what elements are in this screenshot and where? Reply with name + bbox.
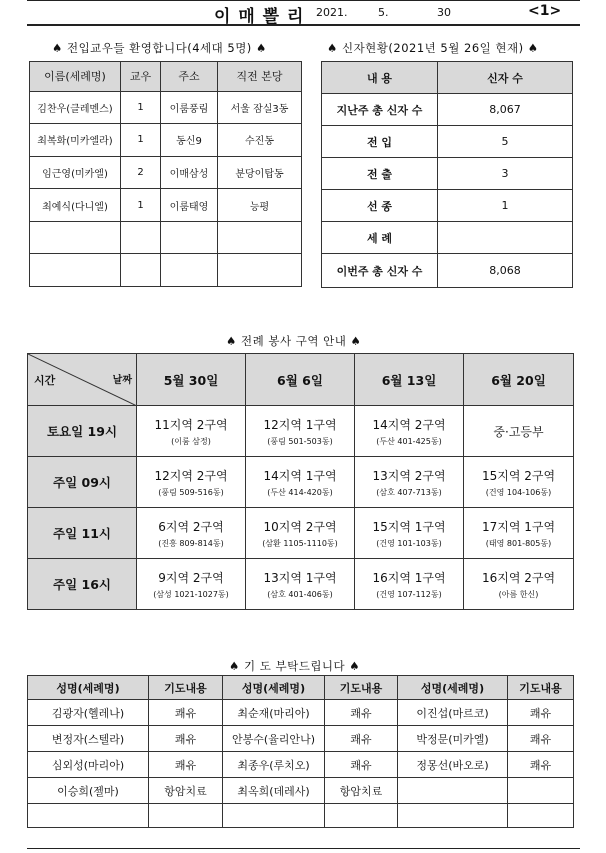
- prayer-col-name-1: 성명(세례명): [28, 676, 149, 700]
- stats-table: [321, 61, 573, 288]
- issue-year: 2021.: [316, 6, 348, 19]
- table-row: 전 입 5: [322, 126, 573, 158]
- table-row: 주일 16시 9지역 2구역 (삼성 1021-1027동) 13지역 1구역 (삼호 401-406동) 16지역 1구역 (건영 107-112동) 16지역 2구역 (아름 한신): [28, 559, 574, 610]
- prayer-col-name-2: 성명(세례명): [223, 676, 325, 700]
- prayer-col-content-3: 기도내용: [508, 676, 574, 700]
- table-row: 변정자(스텔라) 쾌유 안봉수(율리안나) 쾌유 박정문(미카엘) 쾌유: [28, 726, 574, 752]
- table-row: 지난주 총 신자 수 8,067: [322, 94, 573, 126]
- stats-title: ♠ 신자현황(2021년 5월 26일 현재) ♠: [327, 41, 539, 55]
- table-row: 최복화(미카엘라) 1 동신9 수진동: [30, 124, 302, 157]
- table-row: 선 종 1: [322, 190, 573, 222]
- prayer-col-name-3: 성명(세례명): [398, 676, 508, 700]
- table-row: 주일 11시 6지역 2구역 (진흥 809-814동) 10지역 2구역 (삼환 1105-1110동) 15지역 1구역 (건영 101-103동) 17지역 1구역 (태영 801-805동): [28, 508, 574, 559]
- table-row: 심외성(마리아) 쾌유 최종우(루치오) 쾌유 정몽선(바오로) 쾌유: [28, 752, 574, 778]
- service-date-1: 5월 30일: [137, 354, 246, 406]
- stats-col-content: 내 용: [322, 62, 438, 94]
- prayer-table: [27, 675, 574, 828]
- newcomers-col-count: 교우: [121, 62, 161, 92]
- table-row: 주일 09시 12지역 2구역 (풍림 509-516동) 14지역 1구역 (두산 414-420동) 13지역 2구역 (삼호 407-713동) 15지역 2구역 (건영 104-106동): [28, 457, 574, 508]
- prayer-title: ♠ 기 도 부탁드립니다 ♠: [229, 659, 361, 673]
- table-row: 토요일 19시 11지역 2구역 (이룸 삼정) 12지역 1구역 (풍림 501-503동) 14지역 2구역 (두산 401-425동) 중·고등부: [28, 406, 574, 457]
- corner-time-label: 시간: [34, 374, 56, 387]
- newcomers-col-name: 이름(세례명): [30, 62, 121, 92]
- table-row: 이승희(젤마) 항암치료 최옥희(데레사) 항암치료: [28, 778, 574, 804]
- footer-rule: [27, 848, 580, 849]
- prayer-col-content-2: 기도내용: [325, 676, 398, 700]
- stats-col-count: 신자 수: [438, 62, 573, 94]
- table-row: 김광자(헬레나) 쾌유 최순재(마리아) 쾌유 이진섭(마르코) 쾌유: [28, 700, 574, 726]
- table-row: 이번주 총 신자 수 8,068: [322, 254, 573, 288]
- newcomers-col-address: 주소: [161, 62, 218, 92]
- prayer-col-content-1: 기도내용: [149, 676, 223, 700]
- table-row: [30, 254, 302, 287]
- issue-day: 30: [437, 6, 451, 19]
- table-row: 최예식(다니엘) 1 이룸태영 능평: [30, 189, 302, 222]
- service-date-3: 6월 13일: [355, 354, 464, 406]
- service-date-4: 6월 20일: [464, 354, 574, 406]
- table-row: 임근영(미카엘) 2 이매삼성 분당이탑동: [30, 156, 302, 189]
- table-row: [30, 221, 302, 254]
- service-date-2: 6월 6일: [246, 354, 355, 406]
- service-table: [27, 353, 574, 610]
- page-number: <1>: [528, 3, 562, 19]
- newcomers-col-previous-parish: 직전 본당: [218, 62, 302, 92]
- corner-date-label: 날짜: [112, 375, 132, 386]
- table-row: 세 례: [322, 222, 573, 254]
- table-row: 전 출 3: [322, 158, 573, 190]
- page-title: 이 매 뽈 리: [214, 7, 305, 27]
- issue-month: 5.: [378, 6, 389, 19]
- table-row: 김찬우(클레멘스) 1 이룸풍림 서울 잠실3동: [30, 91, 302, 124]
- newcomers-table: [29, 61, 302, 287]
- service-corner-cell: [28, 354, 137, 406]
- table-row: [28, 804, 574, 828]
- newcomers-title: ♠ 전입교우들 환영합니다(4세대 5명) ♠: [52, 41, 267, 55]
- service-title: ♠ 전례 봉사 구역 안내 ♠: [226, 334, 362, 348]
